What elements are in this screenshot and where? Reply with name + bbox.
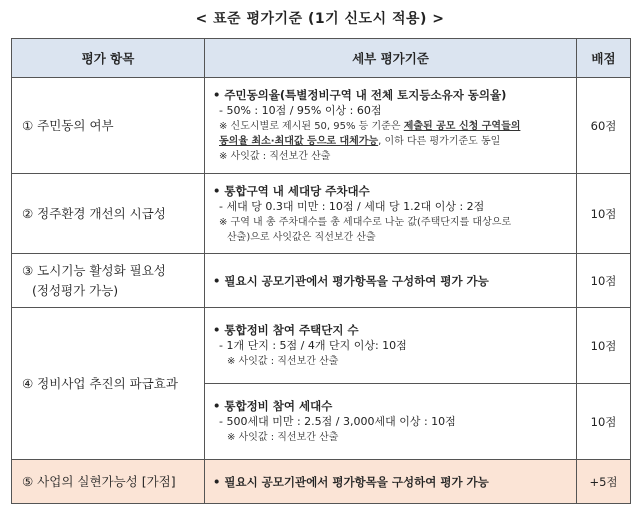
row-score: 10점 — [577, 254, 631, 308]
note-text: ※ 신도시별로 제시된 50, 95% 등 기준은 — [219, 121, 404, 132]
table-row — [12, 78, 631, 174]
row-item — [12, 254, 205, 308]
row-item: ① 주민동의 여부 — [12, 78, 205, 174]
row-item: ⑤ 사업의 실현가능성 [가점] — [12, 460, 205, 504]
note-text: , 이하 다른 평가기준도 동일 — [378, 136, 501, 147]
row-score: 10점 — [577, 174, 631, 254]
row-score: 10점 — [577, 308, 631, 384]
row-detail — [205, 384, 577, 460]
row-detail — [205, 78, 577, 174]
note-highlight: 제출된 공모 신청 구역들의 — [403, 121, 521, 132]
header-detail: 세부 평가기준 — [205, 39, 577, 78]
page-title: < 표준 평가기준 (1기 신도시 적용) > — [195, 11, 445, 27]
row-item-title: ③ 도시기능 활성화 필요성 — [22, 262, 166, 278]
table-header-row — [12, 39, 631, 78]
row-detail — [205, 174, 577, 254]
detail-note: ※ 사잇값 : 직선보간 산출 — [219, 151, 331, 162]
detail-bullet: • 필요시 공모기관에서 평가항목을 구성하여 평가 가능 — [213, 474, 489, 489]
detail-line: - 세대 당 0.3대 미만 : 10점 / 세대 당 1.2대 이상 : 2점 — [219, 199, 485, 213]
row-detail — [205, 460, 577, 504]
table-row — [12, 308, 631, 384]
row-item: ② 정주환경 개선의 시급성 — [12, 174, 205, 254]
detail-note: 산출)으로 사잇값은 직선보간 산출 — [227, 231, 376, 243]
table-row — [12, 174, 631, 254]
row-detail — [205, 254, 577, 308]
detail-line: - 50% : 10점 / 95% 이상 : 60점 — [219, 104, 382, 117]
row-score: +5점 — [577, 460, 631, 504]
detail-bullet: • 통합정비 참여 세대수 — [213, 399, 333, 413]
detail-note: ※ 구역 내 총 주차대수를 총 세대수로 나눈 값(주택단지를 대상으로 — [219, 216, 512, 228]
detail-bullet: • 주민동의율(특별정비구역 내 전체 토지등소유자 동의율) — [213, 88, 507, 102]
row-score: 60점 — [577, 78, 631, 174]
note-highlight: 동의율 최소·최대값 등으로 대체가능 — [219, 136, 379, 147]
detail-note — [213, 119, 570, 149]
detail-bullet: • 필요시 공모기관에서 평가항목을 구성하여 평가 가능 — [213, 273, 489, 288]
table-row — [12, 460, 631, 504]
row-item-subtitle: (정성평가 가능) — [32, 282, 119, 298]
row-detail — [205, 308, 577, 384]
header-item: 평가 항목 — [12, 39, 205, 78]
evaluation-table — [11, 38, 631, 504]
row-score: 10점 — [577, 384, 631, 460]
detail-line: - 1개 단지 : 5점 / 4개 단지 이상: 10점 — [219, 339, 407, 352]
detail-note: ※ 사잇값 : 직선보간 산출 — [227, 432, 339, 443]
detail-note: ※ 사잇값 : 직선보간 산출 — [227, 356, 339, 367]
detail-bullet: • 통합정비 참여 주택단지 수 — [213, 323, 359, 337]
header-score: 배점 — [577, 39, 631, 78]
detail-bullet: • 통합구역 내 세대당 주차대수 — [213, 183, 370, 198]
row-item: ④ 정비사업 추진의 파급효과 — [12, 308, 205, 460]
detail-line: - 500세대 미만 : 2.5점 / 3,000세대 이상 : 10점 — [219, 415, 456, 428]
table-row — [12, 254, 631, 308]
